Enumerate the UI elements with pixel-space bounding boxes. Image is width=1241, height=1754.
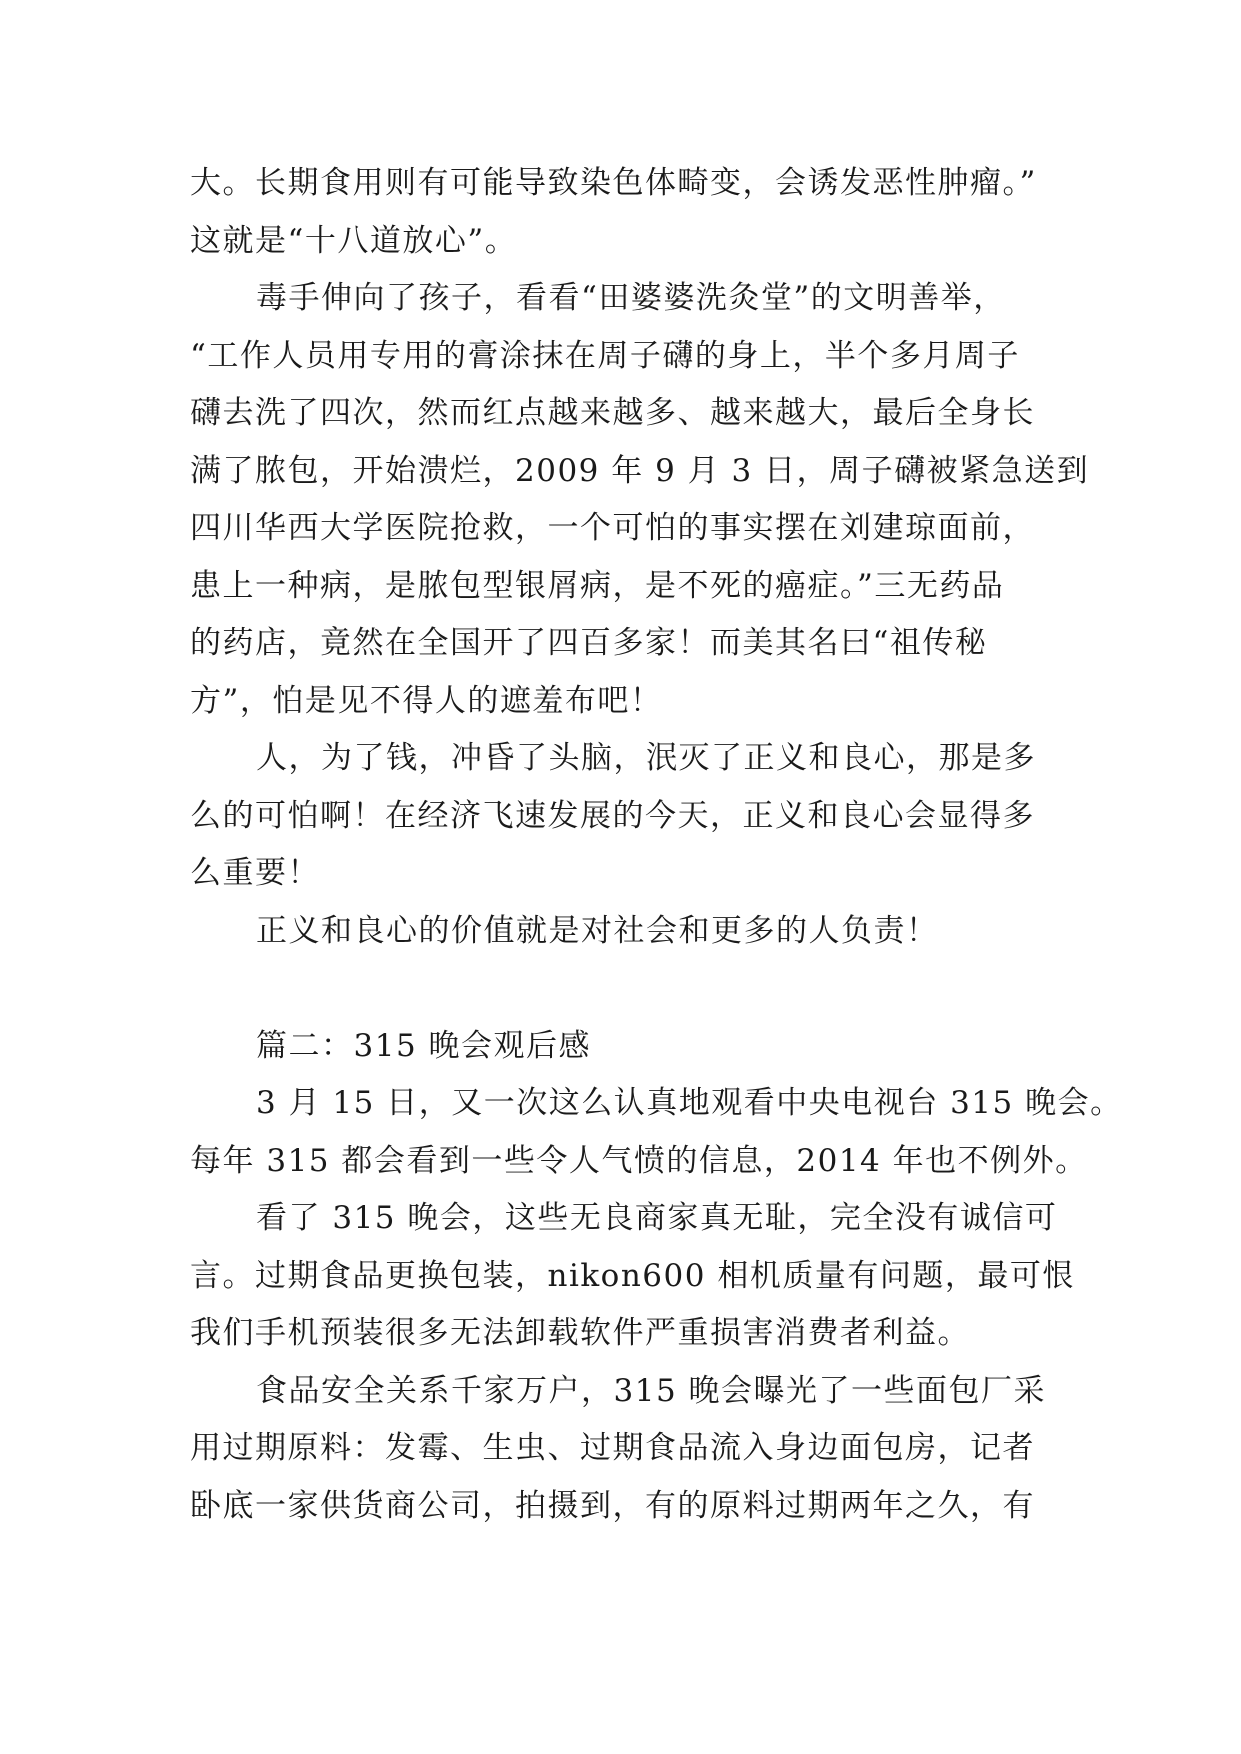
paragraph-line: 食品安全关系千家万户，315 晚会曝光了一些面包厂采 — [256, 1372, 1047, 1409]
paragraph-line: 人，为了钱，冲昏了头脑，泯灭了正义和良心，那是多 — [256, 740, 1036, 776]
paragraph-line: 的药店，竟然在全国开了四百多家！而美其名曰“祖传秘 — [190, 625, 988, 661]
paragraph-line: 看了 315 晚会，这些无良商家真无耻，完全没有诚信可 — [256, 1200, 1058, 1236]
paragraph-line: 礴去洗了四次，然而红点越来越多、越来越大，最后全身长 — [190, 395, 1035, 431]
paragraph-line: 么重要！ — [190, 855, 320, 891]
paragraph-line: 满了脓包，开始溃烂，2009 年 9 月 3 日，周子礴被紧急送到 — [190, 452, 1090, 489]
paragraph-line: 么的可怕啊！在经济飞速发展的今天，正义和良心会显得多 — [190, 797, 1035, 834]
paragraph-line: 大。长期食用则有可能导致染色体畸变，会诱发恶性肿瘤。” — [190, 165, 1037, 201]
paragraph-line: “工作人员用专用的膏涂抹在周子礴的身上，半个多月周子 — [190, 337, 1020, 374]
paragraph-line: 四川华西大学医院抢救，一个可怕的事实摆在刘建琼面前， — [190, 510, 1035, 546]
paragraph-line: 正义和良心的价值就是对社会和更多的人负责！ — [256, 912, 939, 949]
paragraph-line: 卧底一家供货商公司，拍摄到，有的原料过期两年之久，有 — [190, 1487, 1035, 1524]
paragraph-line: 我们手机预装很多无法卸载软件严重损害消费者利益。 — [190, 1315, 970, 1351]
section-title: 篇二：315 晚会观后感 — [256, 1027, 592, 1064]
paragraph-line: 方”，怕是见不得人的遮羞布吧！ — [190, 682, 663, 719]
document-body — [190, 155, 1123, 1535]
paragraph-line: 用过期原料：发霉、生虫、过期食品流入身边面包房，记者 — [190, 1430, 1035, 1466]
paragraph-line: 这就是“十八道放心”。 — [190, 222, 518, 259]
paragraph-line: 患上一种病，是脓包型银屑病，是不死的癌症。”三无药品 — [190, 567, 1005, 604]
paragraph-line: 毒手伸向了孩子，看看“田婆婆洗灸堂”的文明善举， — [256, 280, 1006, 316]
paragraph-line: 3 月 15 日，又一次这么认真地观看中央电视台 315 晚会。 — [256, 1085, 1123, 1121]
paragraph-line: 言。过期食品更换包装，nikon600 相机质量有问题，最可恨 — [190, 1257, 1075, 1294]
blank-line — [190, 960, 1070, 1018]
paragraph-line: 每年 315 都会看到一些令人气愤的信息，2014 年也不例外。 — [190, 1142, 1088, 1179]
